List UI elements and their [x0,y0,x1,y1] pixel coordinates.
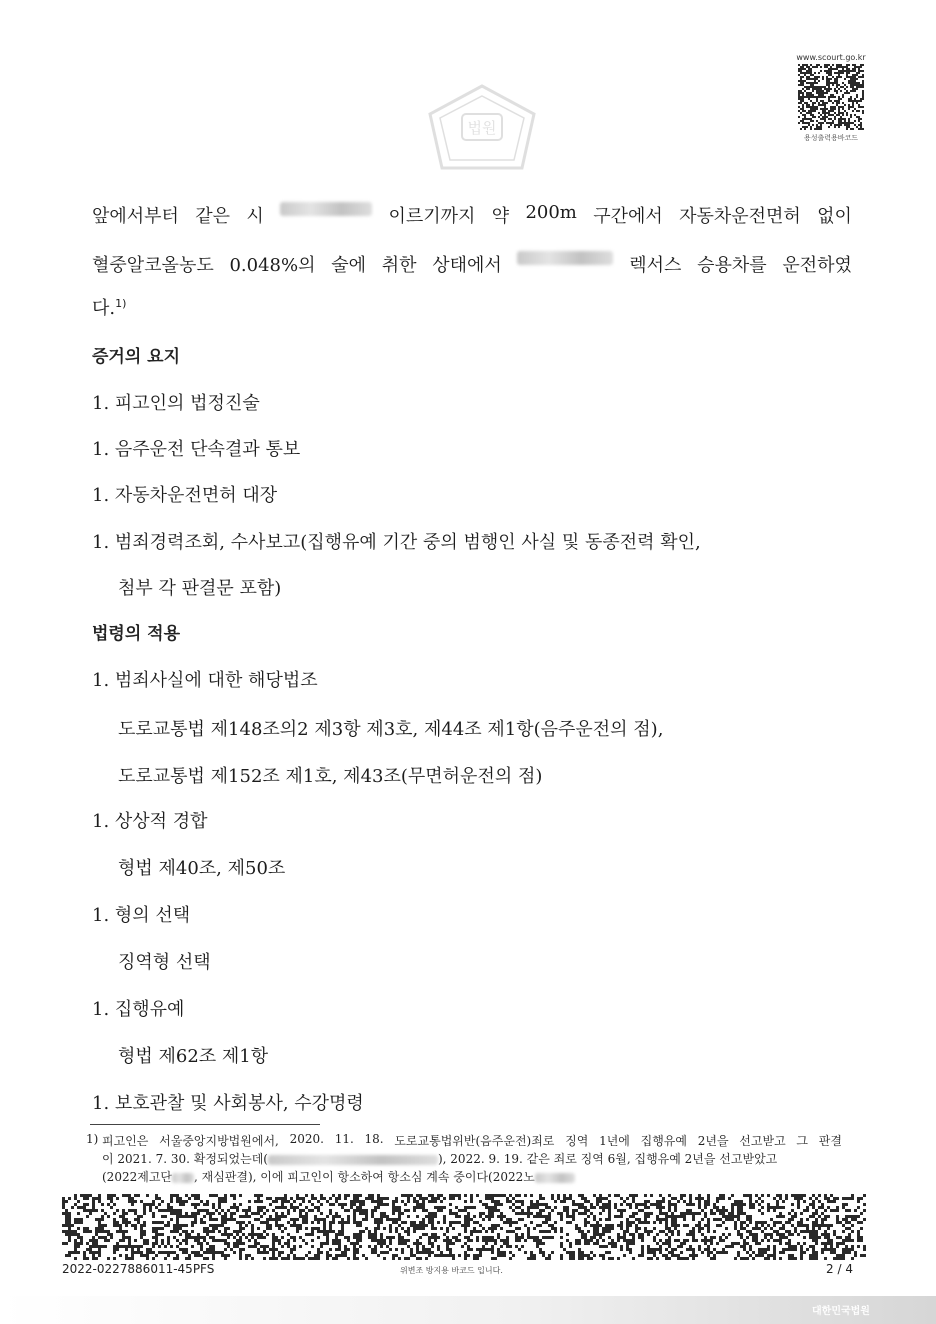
word: 200m [525,202,577,223]
law-item-title: 1. 범죄사실에 대한 해당법조 [92,670,318,691]
paragraph-line-1 [92,202,852,228]
barcode-note: 위변조 방지용 바코드 입니다. [400,1266,503,1275]
word: 앞에서부터 [92,206,179,227]
qr-url: www.scourt.go.kr [796,53,866,62]
word: 자동차운전면허 [679,206,801,227]
evidence-item: 1. 자동차운전면허 대장 [92,485,278,506]
law-item-detail: 징역형 선택 [118,952,211,973]
law-item-detail: 도로교통법 제148조의2 제3항 제3호, 제44조 제1항(음주운전의 점), [118,719,664,740]
footnote-line-2: 이 2021. 7. 30. 확정되었는데( ), 2022. 9. 19. 같은 죄로 징역 6월, 집행유예 2년을 선고받았고 [102,1152,778,1166]
law-item-detail: 형법 제62조 제1항 [118,1046,269,1067]
redacted-plate [517,251,613,265]
evidence-continuation: 첨부 각 판결문 포함) [118,578,282,599]
court-mark: 대한민국법원 [812,1306,870,1317]
court-seal-watermark [422,84,542,170]
footnote-divider [90,1124,320,1125]
word: 약 [491,206,510,227]
word: 다. [92,298,116,319]
word: 술에 [331,255,366,276]
evidence-item: 1. 음주운전 단속결과 통보 [92,439,301,460]
anti-forgery-barcode [62,1194,866,1260]
word: 0.048%의 [229,255,316,276]
page-number: 2 / 4 [826,1262,853,1276]
law-item-detail: 도로교통법 제152조 제1호, 제43조(무면허운전의 점) [118,766,543,787]
law-item-title: 1. 상상적 경합 [92,811,208,832]
footnote-marker: 1) [86,1132,99,1146]
evidence-heading: 증거의 요지 [92,347,181,367]
seal-text: 법원 [467,119,497,137]
page-current: 2 [826,1262,834,1276]
footer-band [0,1296,936,1324]
law-heading: 법령의 적용 [92,624,181,644]
law-item-title: 1. 집행유예 [92,999,185,1020]
paragraph-line-2 [92,251,852,277]
paragraph-line-3 [92,294,126,320]
page-total: 4 [845,1262,853,1276]
word: 이르기까지 [388,206,476,227]
qr-caption: 용성출력용바코드 [803,134,859,142]
footnote-line-3: (2022제고단 , 재심판결), 이에 피고인이 항소하여 항소심 계속 중이다(2022노 [102,1168,575,1185]
law-item-detail: 형법 제40조, 제50조 [118,858,286,879]
redacted-case-number [535,1173,575,1183]
word: 같은 [195,206,231,227]
word: 렉서스 [629,255,682,276]
law-item-title: 1. 보호관찰 및 사회봉사, 수강명령 [92,1093,364,1114]
redacted-location [280,202,372,216]
law-item-title: 1. 형의 선택 [92,905,191,926]
word: 취한 [381,255,417,276]
word: 구간에서 [593,206,663,227]
word: 없이 [817,206,852,227]
word: 운전하였 [782,255,852,276]
footnote-line-1: 피고인은 서울중앙지방법원에서, 2020. 11. 18. 도로교통법위반(음주운전)죄로 징역 1년에 집행유예 2년을 선고받고 그 판결 [102,1132,842,1148]
document-id: 2022-0227886011-45PFS [62,1262,215,1276]
redacted-case-number [268,1155,438,1165]
word: 승용차를 [697,255,767,276]
evidence-item: 1. 범죄경력조회, 수사보고(집행유예 기간 중의 범행인 사실 및 동종전력 확인, [92,532,701,553]
evidence-item: 1. 피고인의 법정진술 [92,393,260,414]
word: 혈중알코올농도 [92,255,214,276]
word: 시 [246,206,264,227]
footnote-ref: 1) [115,297,127,310]
redacted-case-number [172,1173,194,1183]
qr-code [798,64,864,130]
word: 상태에서 [432,255,502,276]
